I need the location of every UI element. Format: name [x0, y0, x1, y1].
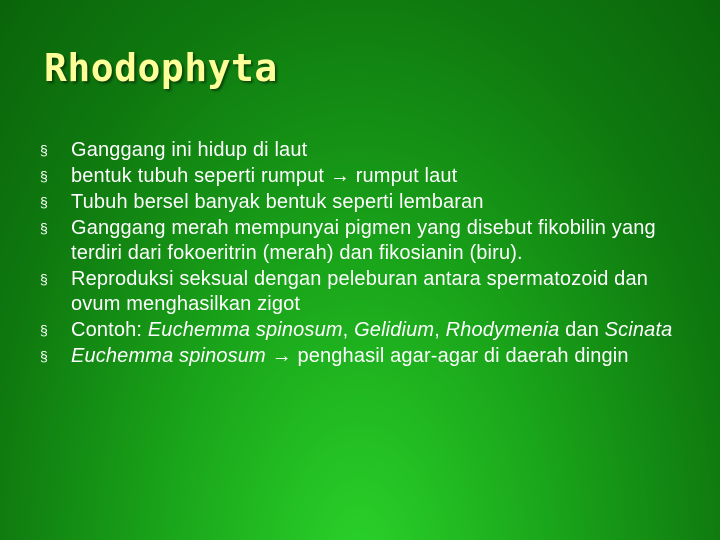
species-name: Euchemma spinosum [147, 319, 343, 341]
list-item [40, 318, 690, 343]
species-name: Gelidium [354, 319, 435, 341]
list-item [40, 138, 690, 163]
bullet-text [71, 164, 690, 189]
species-name: Euchemma spinosum [71, 345, 266, 367]
bullet-marker-icon: § [40, 220, 48, 236]
arrow-right-icon: → [329, 165, 350, 187]
bullet-text [71, 216, 690, 266]
bullet-marker-icon: § [40, 322, 48, 338]
bullet-marker-icon: § [40, 271, 48, 287]
bullet-list [40, 138, 690, 370]
text-segment: , [434, 319, 446, 341]
bullet-marker-icon: § [40, 142, 48, 158]
arrow-right-icon: → [271, 345, 292, 367]
bullet-text [71, 318, 690, 343]
text-segment: bentuk tubuh seperti rumput [71, 165, 330, 187]
bullet-marker-icon: § [40, 194, 48, 210]
text-segment: dan [559, 319, 605, 341]
text-segment: , [342, 319, 355, 341]
bullet-text [71, 138, 690, 163]
text-segment: Reproduksi seksual dengan peleburan antara spermatozoid dan ovum menghasilkan zigot [71, 268, 649, 315]
list-item [40, 267, 690, 317]
text-segment: penghasil agar-agar di daerah dingin [297, 345, 629, 367]
text-segment: Ganggang ini hidup di laut [71, 139, 308, 161]
bullet-marker-icon: § [40, 168, 48, 184]
bullet-text [71, 344, 690, 369]
text-segment: Tubuh bersel banyak bentuk seperti lembaran [71, 191, 484, 213]
bullet-text [71, 190, 690, 215]
text-segment: Contoh: [71, 319, 148, 341]
slide-title: Rhodophyta [44, 46, 278, 90]
text-segment: Ganggang merah mempunyai pigmen yang disebut fikobilin yang terdiri dari fokoeritrin (merah) dan fikosianin (biru). [71, 217, 656, 264]
bullet-marker-icon: § [40, 348, 48, 364]
bullet-text [71, 267, 690, 317]
list-item [40, 190, 690, 215]
list-item [40, 164, 690, 189]
text-segment: rumput laut [355, 165, 458, 187]
list-item [40, 344, 690, 369]
species-name: Rhodymenia [445, 319, 560, 341]
species-name: Scinata [604, 319, 673, 341]
list-item [40, 216, 690, 266]
